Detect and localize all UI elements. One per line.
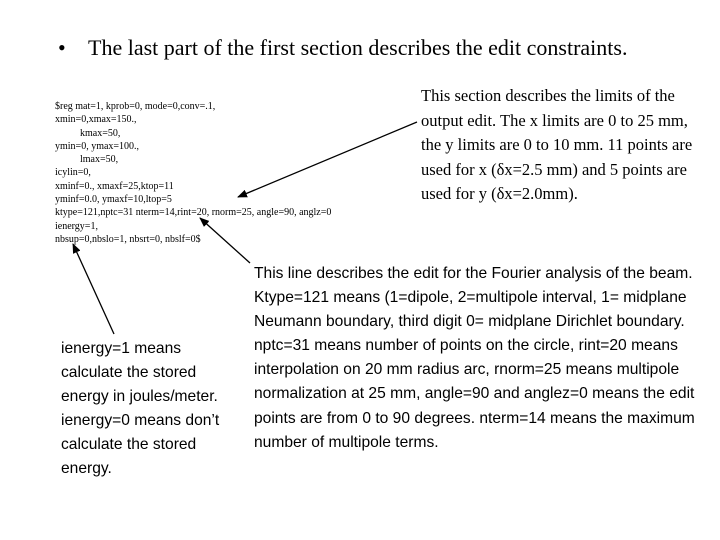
code-line: xmin=0,xmax=150., [55,114,137,126]
ienergy-arrow [73,244,114,334]
fourier-arrow [200,218,250,263]
ienergy-annotation: ienergy=1 means calculate the stored energy in joules/meter. ienergy=0 means don’t calculate the stored energy. [61,340,220,478]
fourier-annotation: This line describes the edit for the Fourier analysis of the beam. Ktype=121 means (1=dipole, 2=multipole interval, 1= midplane Neumann boundary, third digit 0= midplane Dirichlet boundary. nptc=31 means number of points on the circle, rint=20 means interpolation on 20 mm radius arc, rnorm=25 means multipole normalization at 25 mm, angle=90 and anglez=0 means the edit points are from 0 to 90 degrees. nterm=14 means the maximum number of multipole terms. [254,265,695,451]
limits-annotation: This section describes the limits of the output edit. The x limits are 0 to 25 mm, the y limits are 0 to 10 mm. 11 points are used for x (δx=2.5 mm) and 5 points are used for y (δx=2.0mm). [421,86,693,203]
bullet-symbol: • [58,35,66,60]
code-line: xminf=0., xmaxf=25,ktop=11 [55,180,174,192]
code-line: $reg mat=1, kprob=0, mode=0,conv=.1, [55,101,216,112]
code-line: nbsup=0,nbslo=1, nbsrt=0, nbslf=0$ [55,233,201,245]
code-line: ymin=0, ymax=100., [55,140,140,152]
code-line: ienergy=1, [55,220,98,232]
code-line: ktype=121,nptc=31 nterm=14,rint=20, rnorm=25, angle=90, anglz=0 [55,207,332,219]
limits-arrow [238,122,417,197]
code-line: lmax=50, [80,154,119,166]
bullet-text: The last part of the first section describes the edit constraints. [88,35,628,60]
code-line: icylin=0, [55,167,91,179]
code-line: kmax=50, [80,127,121,139]
code-line: yminf=0.0, ymaxf=10,ltop=5 [55,194,172,206]
